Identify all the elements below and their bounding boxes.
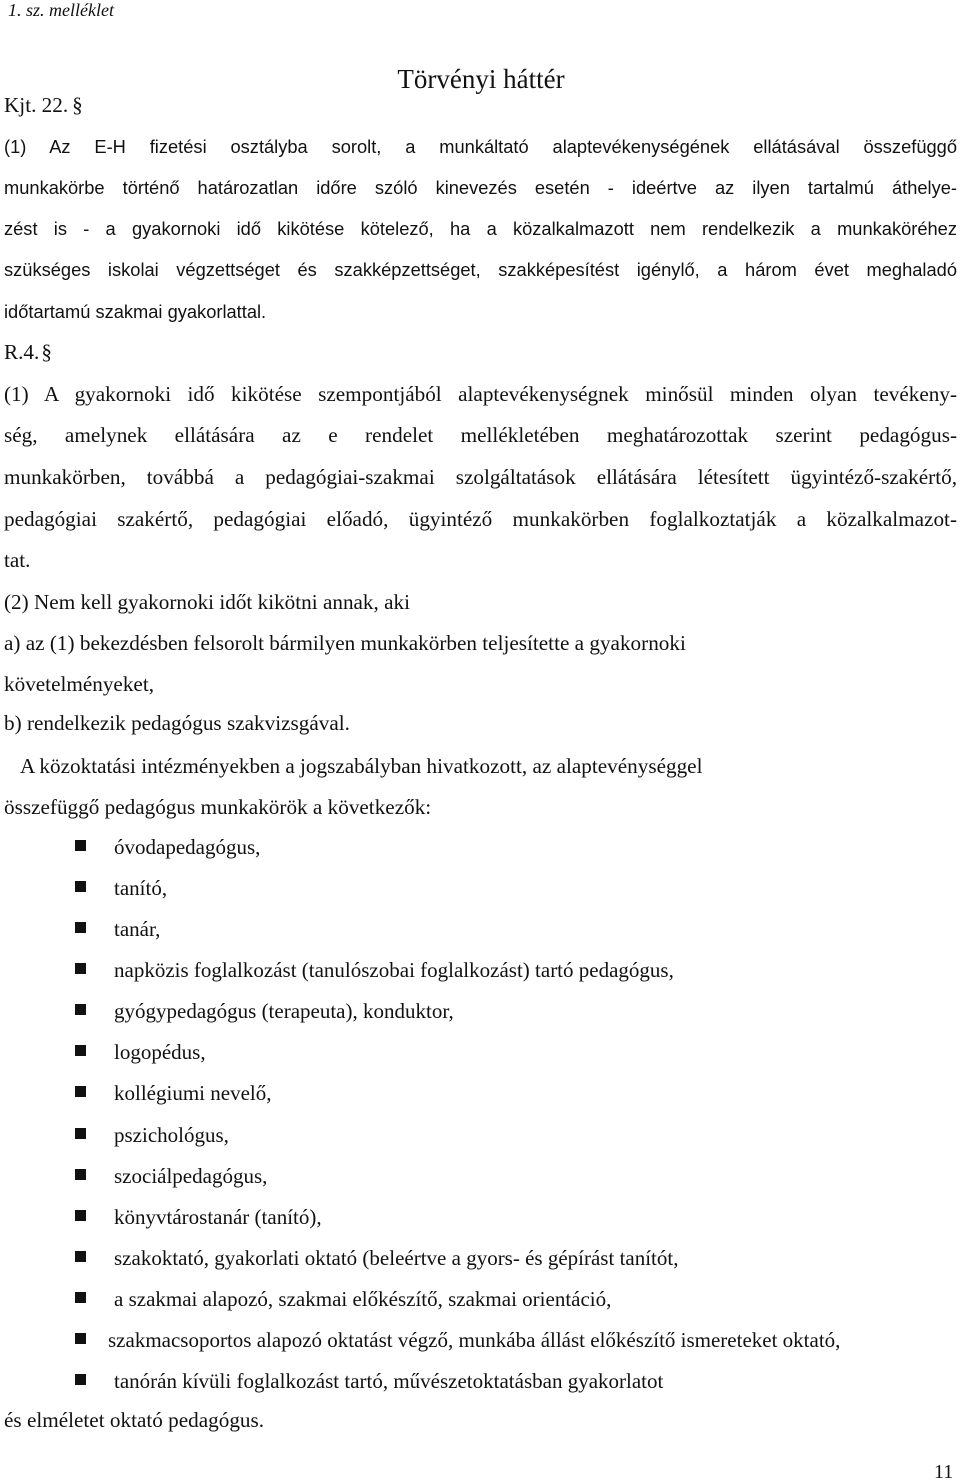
section-2-para2-line-4: b) rendelkezik pedagógus szakvizsgával.	[4, 711, 350, 735]
list-item: pszichológus,	[114, 1123, 229, 1147]
page-title	[0, 62, 960, 96]
section-1-line-4: szükséges iskolai végzettséget és szakképzettséget, szakképesítést igénylő, a három évet meghaladó	[4, 259, 957, 280]
bullet-icon	[75, 1004, 86, 1015]
list-item: tanórán kívüli foglalkozást tartó, művészetoktatásban gyakorlatot	[114, 1369, 664, 1393]
section-2-para2-line-1: (2) Nem kell gyakornoki időt kikötni annak, aki	[4, 590, 411, 614]
section-2-para2-line-5: A közoktatási intézményekben a jogszabályban hivatkozott, az alaptevénységgel	[20, 754, 703, 778]
list-item: a szakmai alapozó, szakmai előkészítő, szakmai orientáció,	[114, 1287, 612, 1311]
section-2-para2-line-2: a) az (1) bekezdésben felsorolt bármilyen munkakörben teljesítette a gyakornoki	[4, 631, 686, 655]
section-2-ref-text: R.4.	[4, 340, 40, 364]
list-item: napközis foglalkozást (tanulószobai foglalkozást) tartó pedagógus,	[114, 958, 674, 982]
section-2-line-4: pedagógiai szakértő, pedagógiai előadó, ügyintéző munkakörben foglalkoztatják a közalkalmazot-	[4, 507, 957, 531]
section-1-line-5: időtartamú szakmai gyakorlattal.	[4, 301, 267, 322]
bullet-icon	[75, 1169, 86, 1180]
bullet-icon	[75, 1292, 86, 1303]
list-item: tanító,	[114, 876, 168, 900]
bullet-icon	[75, 881, 86, 892]
section-1-line-1: (1) Az E-H fizetési osztályba sorolt, a munkáltató alaptevékenységének ellátásával összefüggő	[4, 136, 957, 157]
section-sign-1: §	[72, 93, 83, 117]
section-1-line-3: zést is - a gyakornoki idő kikötése kötelező, ha a közalkalmazott nem rendelkezik a munkaköréhez	[4, 218, 957, 239]
section-2-para2-line-3: követelményeket,	[4, 672, 155, 696]
bullet-icon	[75, 1086, 86, 1097]
bullet-icon	[75, 1210, 86, 1221]
list-item: kollégiumi nevelő,	[114, 1081, 272, 1105]
section-sign-2: §	[41, 340, 52, 364]
header-note: 1. sz. melléklet	[8, 0, 114, 20]
page-number: 11	[934, 1461, 954, 1483]
section-2-line-3: munkakörben, továbbá a pedagógiai-szakmai szolgáltatások ellátására létesített ügyintéző-szakértő,	[4, 465, 957, 489]
list-item: óvodapedagógus,	[114, 835, 261, 859]
list-item: szakoktató, gyakorlati oktató (beleértve a gyors- és gépírást tanítót,	[114, 1246, 679, 1270]
section-1-ref-text: Kjt. 22.	[4, 93, 69, 117]
page-title-text: Törvényi háttér	[397, 64, 565, 94]
bullet-icon	[75, 1251, 86, 1262]
section-1-line-2: munkakörbe történő határozatlan időre szóló kinevezés esetén - ideértve az ilyen tartalmú áthelye-	[4, 177, 957, 198]
section-1-ref	[4, 91, 83, 119]
section-2-ref	[4, 338, 52, 366]
list-item: szociálpedagógus,	[114, 1164, 268, 1188]
bullet-icon	[75, 1333, 86, 1344]
bullet-icon	[75, 1374, 86, 1385]
section-2-line-2: ség, amelynek ellátására az e rendelet mellékletében meghatározottak szerint pedagógus-	[4, 423, 957, 447]
list-item: gyógypedagógus (terapeuta), konduktor,	[114, 999, 454, 1023]
list-item: szakmacsoportos alapozó oktatást végző, munkába állást előkészítő ismereteket oktató,	[108, 1328, 841, 1352]
section-2-line-1: (1) A gyakornoki idő kikötése szempontjából alaptevékenységnek minősül minden olyan tevékeny-	[4, 382, 957, 406]
list-item: logopédus,	[114, 1040, 206, 1064]
bullet-icon	[75, 963, 86, 974]
closing-line: és elméletet oktató pedagógus.	[4, 1408, 265, 1432]
bullet-icon	[75, 840, 86, 851]
bullet-icon	[75, 922, 86, 933]
list-item: tanár,	[114, 917, 161, 941]
bullet-icon	[75, 1128, 86, 1139]
section-2-para2-line-6: összefüggő pedagógus munkakörök a következők:	[4, 795, 432, 819]
section-2-line-5: tat.	[4, 548, 31, 572]
list-item: könyvtárostanár (tanító),	[114, 1205, 322, 1229]
bullet-icon	[75, 1045, 86, 1056]
